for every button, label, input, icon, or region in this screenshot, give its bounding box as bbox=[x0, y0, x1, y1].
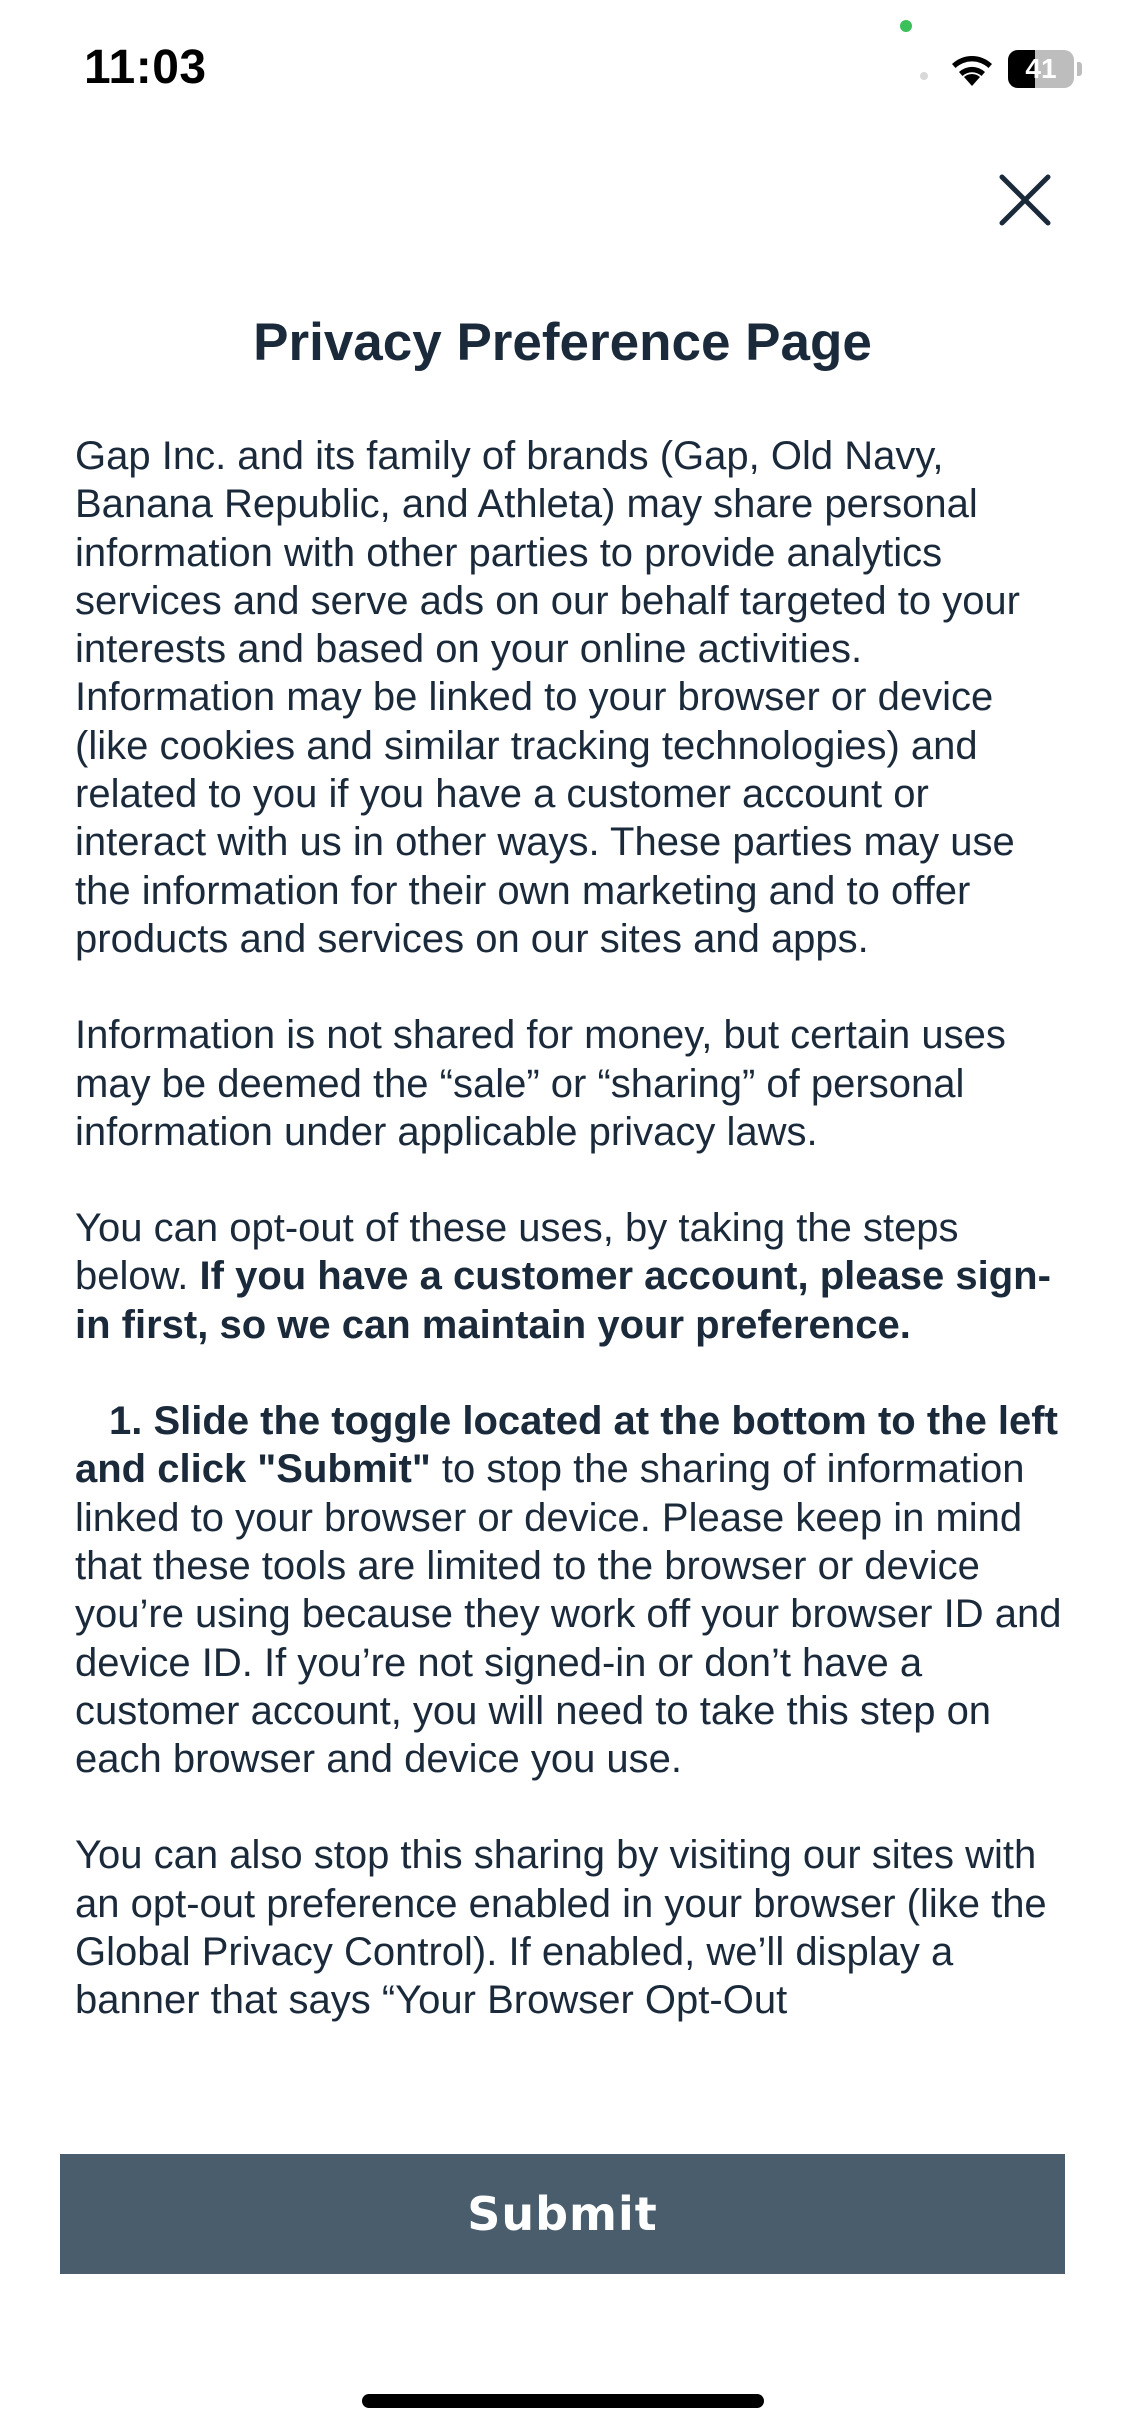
battery-icon bbox=[1008, 50, 1082, 88]
intro-paragraph: Gap Inc. and its family of brands (Gap, Old Navy, Banana Republic, and Athleta) may share personal information with other parties to provide analytics services and serve ads on our behalf targeted to your interests and based on your online activities. Information may be linked to your browser or device (like cookies and similar tracking technologies) and related to you if you have a customer account or interact with us in other ways. These parties may use the information for their own marketing and to offer products and services on our sites and apps. bbox=[75, 434, 1020, 961]
close-icon bbox=[998, 173, 1052, 227]
gpc-paragraph: You can also stop this sharing by visiting our sites with an opt-out preference enabled in your browser (like the Global Privacy Control). If enabled, we’ll display a banner that says “Your Browser Opt-Out bbox=[75, 1833, 1047, 2023]
battery-level: 41 bbox=[1025, 53, 1057, 84]
status-bar bbox=[0, 0, 1125, 140]
step-one-instruction: 1. Slide the toggle located at the bottom to the left and click "Submit" bbox=[75, 1399, 1058, 1492]
home-indicator[interactable] bbox=[362, 2394, 764, 2408]
step-one-details: to stop the sharing of information linked to your browser or device. Please keep in mind that these tools are limited to the browser or device you’re using because they work off your browser ID and device ID. If you’re not signed-in or don’t have a customer account, you will need to take this step on each browser and device you use. bbox=[75, 1447, 1062, 1782]
opt-out-text: You can opt-out of these uses, by taking the steps below. bbox=[75, 1206, 959, 1299]
wifi-icon bbox=[947, 50, 997, 88]
close-button[interactable] bbox=[990, 165, 1060, 235]
privacy-content[interactable] bbox=[75, 432, 1065, 2092]
privacy-indicator-dot bbox=[900, 20, 912, 32]
sign-in-note: If you have a customer account, please sign-in first, so we can maintain your preference. bbox=[75, 1254, 1051, 1347]
sale-sharing-paragraph: Information is not shared for money, but certain uses may be deemed the “sale” or “sharing” of personal information under applicable privacy laws. bbox=[75, 1013, 1006, 1154]
page-title: Privacy Preference Page bbox=[253, 313, 872, 372]
step-one-paragraph bbox=[75, 1397, 1065, 1783]
status-time: 11:03 bbox=[84, 41, 207, 94]
opt-out-paragraph bbox=[75, 1204, 1065, 1349]
submit-button[interactable]: Submit bbox=[60, 2154, 1065, 2274]
cellular-signal-icon bbox=[920, 72, 928, 80]
